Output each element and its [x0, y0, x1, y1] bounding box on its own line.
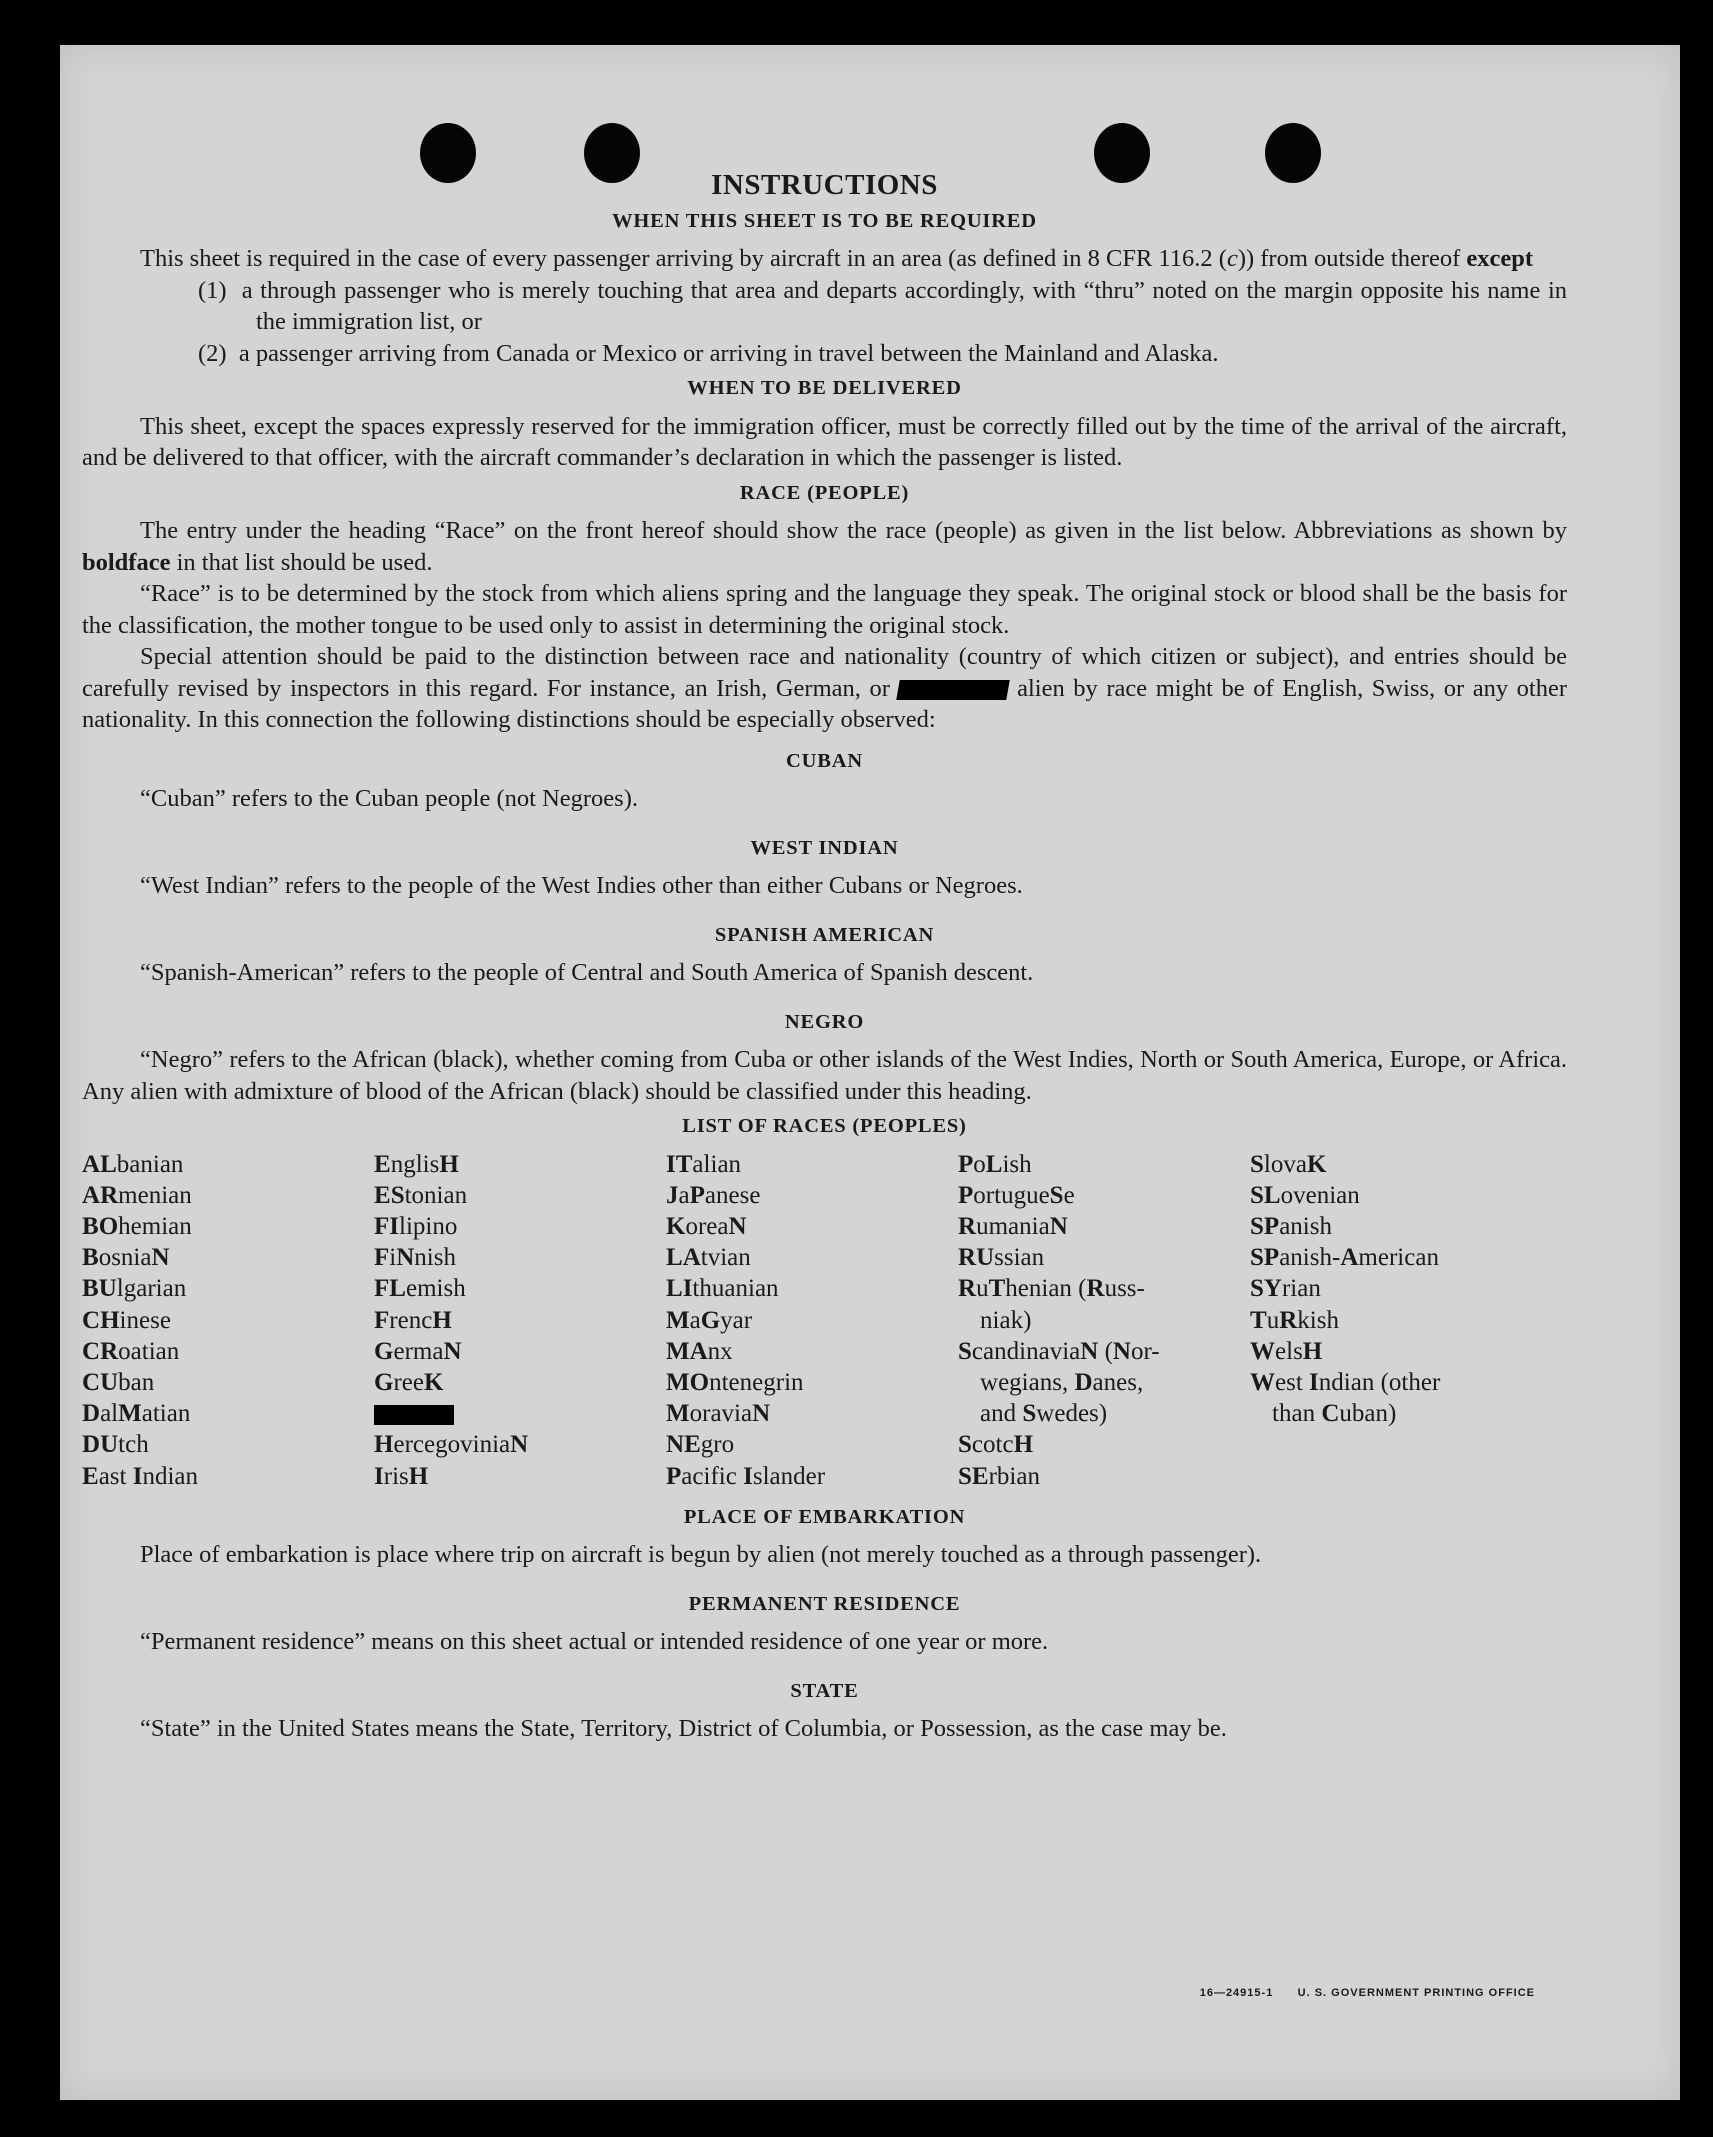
section-heading-embarkation: PLACE OF EMBARKATION	[683, 1505, 966, 1528]
race-list-item: East Indian	[82, 1462, 199, 1490]
race-list-item: EnglisH	[374, 1150, 459, 1178]
race-list-item: FLemish	[374, 1275, 466, 1303]
race-list-item: BUlgarian	[82, 1275, 187, 1303]
section-heading-required: WHEN THIS SHEET IS TO BE REQUIRED	[612, 209, 1037, 232]
race-list-item: LIthuanian	[666, 1275, 779, 1303]
spanish-american-text: “Spanish-American” refers to the people of Central and South America of Spanish descent.	[140, 959, 1034, 986]
race-list-item: than Cuban)	[1272, 1400, 1397, 1428]
section-heading-races-list: LIST OF RACES (PEOPLES)	[682, 1115, 967, 1137]
residence-text: “Permanent residence” means on this sheet actual or intended residence of one year or more.	[140, 1628, 1049, 1656]
exception-2: (2) a passenger arriving from Canada or Mexico or arriving in travel between the Mainland and Alaska.	[198, 339, 1219, 367]
redaction-mark	[897, 680, 1011, 700]
race-list-item: West Indian (other	[1250, 1368, 1441, 1396]
race-list-item: TuRkish	[1250, 1306, 1339, 1334]
race-list-item: FIlipino	[374, 1212, 458, 1240]
race-list-item: MAnx	[666, 1337, 733, 1365]
required-intro: This sheet is required in the case of every passenger arriving by aircraft in an area (as defined in 8 CFR 116.2 (c)) from outside thereof except	[140, 245, 1534, 272]
printer-footer	[1200, 1987, 1535, 1999]
race-list-item: SYrian	[1250, 1275, 1321, 1303]
race-list-item: GermaN	[374, 1337, 462, 1365]
races-column-3	[666, 1149, 958, 1492]
race-list-item: SPanish	[1250, 1212, 1332, 1240]
printer-name: U. S. GOVERNMENT PRINTING OFFICE	[1297, 1987, 1535, 1999]
negro-text: “Negro” refers to the African (black), whether coming from Cuba or other islands of the West Indies, North or South America, Europe, or Africa. Any alien with admixture of blood of the African (black) should be classified under this heading.	[82, 1046, 1567, 1105]
race-list-item: SLovenian	[1250, 1181, 1360, 1209]
section-heading-residence: PERMANENT RESIDENCE	[688, 1592, 961, 1615]
redaction-mark	[374, 1405, 454, 1425]
exception-1: (1) a through passenger who is merely touching that area and departs accordingly, with “thru” noted on the margin opposite his name in the immigration list, or	[198, 276, 1567, 335]
race-list-item: NEgro	[666, 1431, 735, 1459]
race-list-item: SlovaK	[1250, 1150, 1327, 1178]
west-indian-text: “West Indian” refers to the people of the West Indies other than either Cubans or Negroes.	[140, 872, 1023, 899]
delivered-text: This sheet, except the spaces expressly reserved for the immigration officer, must be correctly filled out by the time of the arrival of the aircraft, and be delivered to that officer, with the aircraft commander’s declaration in which the passenger is listed.	[82, 412, 1567, 471]
race-list-item: CUban	[82, 1368, 155, 1396]
race-list-item: KoreaN	[666, 1212, 747, 1240]
section-heading-negro: NEGRO	[784, 1010, 865, 1033]
section-heading-spanish-american: SPANISH AMERICAN	[714, 923, 935, 946]
race-list-item: RuThenian (Russ-	[958, 1275, 1145, 1303]
race-list-item: JaPanese	[666, 1181, 761, 1209]
race-list-item: Pacific Islander	[666, 1462, 826, 1490]
race-list-item: HercegoviniaN	[374, 1431, 529, 1459]
document-body	[82, 170, 1567, 1745]
state-text: “State” in the United States means the State, Territory, District of Columbia, or Possession, as the case may be.	[140, 1715, 1227, 1743]
section-heading-state: STATE	[790, 1679, 859, 1702]
race-list-item: MoraviaN	[666, 1400, 771, 1428]
section-heading-west-indian: WEST INDIAN	[750, 836, 899, 859]
race-list-item: FiNnish	[374, 1244, 456, 1272]
race-list-item: GreeK	[374, 1368, 444, 1396]
race-list-item: DalMatian	[82, 1400, 191, 1428]
race-list-item: CHinese	[82, 1306, 171, 1334]
race-list-item: CRoatian	[82, 1337, 180, 1365]
race-list-item: ScandinaviaN (Nor-	[958, 1337, 1160, 1365]
race-list-item: LAtvian	[666, 1244, 751, 1272]
race-list-item: SPanish-American	[1250, 1244, 1439, 1272]
race-list-item: ALbanian	[82, 1150, 184, 1178]
races-column-4	[958, 1149, 1250, 1492]
race-list-item: ITalian	[666, 1150, 742, 1178]
race-list-item	[374, 1398, 666, 1429]
race-list-item: niak)	[980, 1306, 1032, 1334]
race-list-item: DUtch	[82, 1431, 149, 1459]
race-paragraph-1: The entry under the heading “Race” on the front hereof should show the race (people) as given in the list below. Abbreviations as shown by boldface in that list should be used.	[82, 517, 1567, 576]
section-heading-cuban: CUBAN	[786, 749, 863, 772]
form-number: 16—24915-1	[1199, 1987, 1274, 1999]
race-paragraph-3: Special attention should be paid to the distinction between race and nationality (country of which citizen or subject), and entries should be carefully revised by inspectors in this regard. For instance, an Irish, German, or alien by race might be of English, Swiss, or any other nationality. In this connection the following distinctions should be especially observed:	[82, 643, 1567, 733]
race-list-item: EStonian	[374, 1181, 468, 1209]
race-list-item: PortugueSe	[958, 1181, 1075, 1209]
race-list-item: WelsH	[1250, 1337, 1323, 1365]
race-list-item: PoLish	[958, 1150, 1032, 1178]
race-list-item: ScotcH	[958, 1431, 1034, 1459]
section-heading-race: RACE (PEOPLE)	[739, 481, 910, 504]
race-list-item: SErbian	[958, 1462, 1040, 1490]
race-list-item: and Swedes)	[980, 1400, 1108, 1428]
race-paragraph-2: “Race” is to be determined by the stock from which aliens spring and the language they speak. The original stock or blood shall be the basis for the classification, the mother tongue to be used only to assist in determining the original stock.	[82, 580, 1567, 639]
cuban-text: “Cuban” refers to the Cuban people (not Negroes).	[140, 785, 638, 812]
race-list-item: IrisH	[374, 1462, 429, 1490]
races-column-5	[1250, 1149, 1550, 1492]
race-list-item: RumaniaN	[958, 1212, 1068, 1240]
race-list-item: MOntenegrin	[666, 1368, 804, 1396]
race-list-item: RUssian	[958, 1244, 1045, 1272]
race-list-item: wegians, Danes,	[980, 1368, 1144, 1396]
races-list	[82, 1149, 1567, 1492]
race-list-item: MaGyar	[666, 1306, 753, 1334]
race-list-item: FrencH	[374, 1306, 452, 1334]
race-list-item: BOhemian	[82, 1212, 192, 1240]
races-column-2	[374, 1149, 666, 1492]
page-title: INSTRUCTIONS	[711, 169, 938, 201]
embarkation-text: Place of embarkation is place where trip on aircraft is begun by alien (not merely touched as a through passenger).	[140, 1541, 1262, 1569]
races-column-1	[82, 1149, 374, 1492]
race-list-item: BosniaN	[82, 1244, 170, 1272]
race-list-item: ARmenian	[82, 1181, 192, 1209]
section-heading-delivered: WHEN TO BE DELIVERED	[687, 377, 962, 399]
